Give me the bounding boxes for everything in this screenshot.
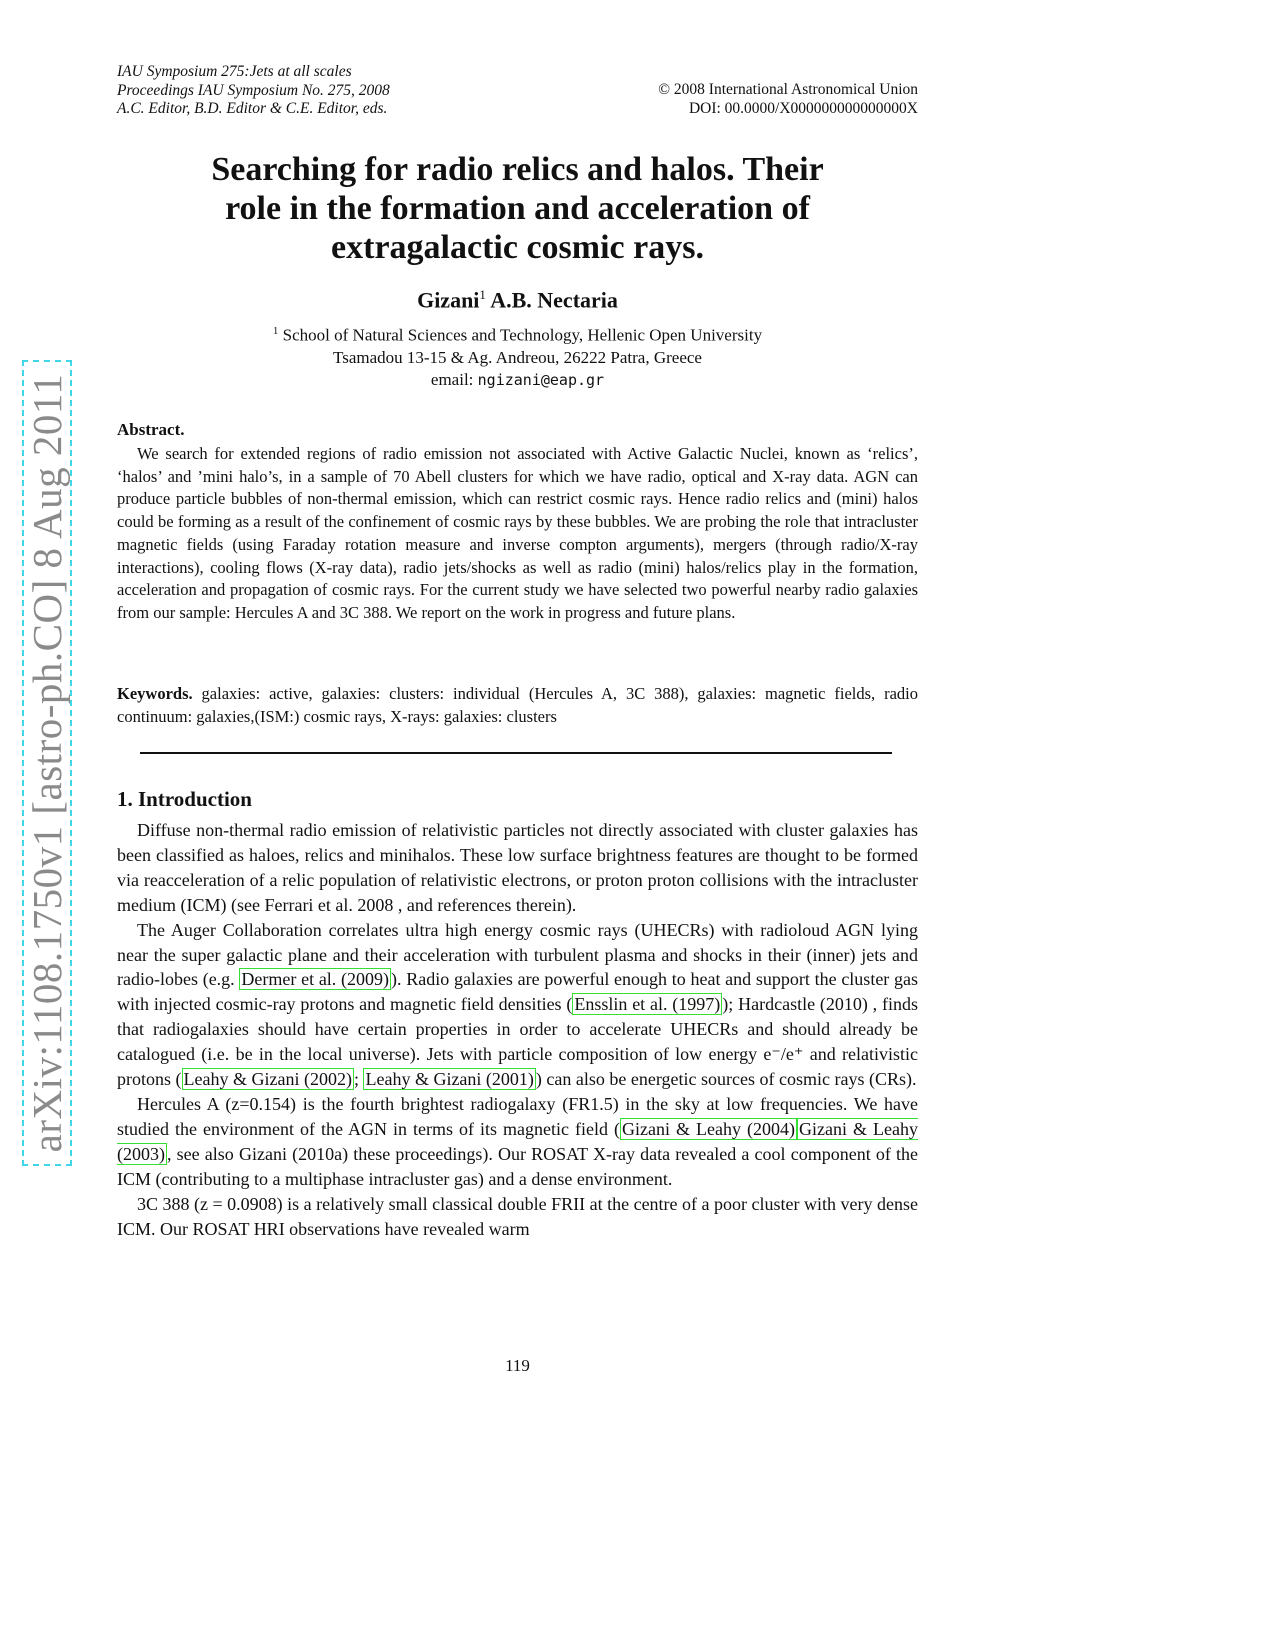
paragraph-text: ; [353,1069,359,1090]
paragraph: 3C 388 (z = 0.0908) is a relatively small classical double FRII at the centre of a poor cluster with very dense ICM. Our ROSAT HRI observations have revealed warm [117,1193,918,1239]
page-number: 119 [505,1356,530,1375]
copyright-line: © 2008 International Astronomical Union [658,81,918,98]
keywords [117,683,918,728]
citation-link[interactable]: Leahy & Gizani (2001) [365,1069,534,1090]
citation-link[interactable]: Leahy & Gizani (2002) [183,1069,352,1090]
arxiv-stamp[interactable]: arXiv:1108.1750v1 [astro-ph.CO] 8 Aug 2011 [24,373,70,1153]
author-name: Gizani [417,287,480,313]
address-line: Tsamadou 13-15 & Ag. Andreou, 26222 Patra, Greece [333,347,702,367]
paragraph: Diffuse non-thermal radio emission of relativistic particles not directly associated with cluster galaxies has been classified as haloes, relics and minihalos. These low surface brightness features are thought to be formed via reacceleration of a relic population of relativistic electrons, or proton proton collisions with the intracluster medium (ICM) (see Ferrari et al. 2008 , and references therein). [117,820,918,915]
paragraph-text: Hercules A (z=0.154) is the fourth brightest radiogalaxy (FR1.5) in the sky at low frequencies. We have studied the environment of the AGN in terms of its magnetic field ( [117,1093,918,1139]
header-line: Proceedings IAU Symposium No. 275, 2008 [117,81,390,99]
affiliation-marker: 1 [272,325,279,337]
title-line: role in the formation and acceleration of [225,190,810,227]
section-heading: 1. Introduction [117,787,252,811]
paragraph-text: ). Radio galaxies are powerful enough to heat and support the cluster gas with injected cosmic-ray protons and magnetic field densities ( [117,969,919,1015]
abstract-heading: Abstract. [117,420,185,439]
doi-line: DOI: 00.0000/X000000000000000X [688,99,918,117]
paragraph-text: The Auger Collaboration correlates ultra high energy cosmic rays (UHECRs) with radioloud AGN lying near the super galactic plane and their acceleration with turbulent plasma and shocks in their (inner) jets and radio-lobes (e.g. [117,919,918,990]
keywords-label: Keywords. [117,684,193,703]
paragraph-text: , see also Gizani (2010a) these proceedings). Our ROSAT X-ray data revealed a cool component of the ICM (contributing to a multiphase intracluster gas) and a dense environment. [117,1143,918,1189]
abstract-text: We search for extended regions of radio emission not associated with Active Galactic Nuclei, known as ‘relics’, ‘halos’ and ’mini halo’s, in a sample of 70 Abell clusters for which we have radio, optical and X-ray data. AGN can produce particle bubbles of non-thermal emission, which can restrict cosmic rays. Hence radio relics and (mini) halos could be forming as a result of the confinement of cosmic rays by these bubbles. We are probing the role that intracluster magnetic fields (using Faraday rotation measure and inverse compton arguments), mergers (through radio/X-ray interactions), cooling flows (X-ray data), radio jets/shocks as well as radio (mini) halos/relics play in the formation, acceleration and propagation of cosmic rays. For the current study we have selected two powerful nearby radio galaxies from our sample: Hercules A and 3C 388. We report on the work in progress and future plans. [117,444,918,622]
paragraph [117,918,918,1092]
title-line: extragalactic cosmic rays. [331,229,704,266]
author-name: A.B. Nectaria [490,287,618,313]
paper-title [117,150,918,267]
citation-link[interactable]: Ensslin et al. (1997) [574,994,721,1015]
citation-link[interactable]: Dermer et al. (2009) [241,969,390,990]
header-line: A.C. Editor, B.D. Editor & C.E. Editor, eds. [117,100,388,117]
section-divider [140,752,892,754]
citation-link[interactable]: Gizani & Leahy (2003) [117,1118,918,1164]
paragraph [117,1092,918,1192]
header-line: IAU Symposium 275:Jets at all scales [117,63,352,80]
journal-header [117,63,390,119]
section-body [117,818,918,1241]
keywords-text: galaxies: active, galaxies: clusters: individual (Hercules A, 3C 388), galaxies: magnetic fields, radio continuum: galaxies,(ISM:) cosmic rays, X-rays: galaxies: clusters [117,684,918,726]
affiliation-line: School of Natural Sciences and Technology, Hellenic Open University [282,325,763,345]
email-label: email: [430,369,474,389]
citation-link[interactable]: Gizani & Leahy (2004) [622,1118,795,1139]
affiliation [117,320,918,391]
email-link[interactable]: ngizani@eap.gr [477,370,605,389]
paragraph-text: ); Hardcastle (2010) , finds that radiogalaxies should have certain properties in order to accelerate UHECRs and should already be catalogued (i.e. be in the local universe). Jets with particle composition of low energy e⁻/e⁺ and relativistic protons ( [117,994,918,1090]
title-line: Searching for radio relics and halos. Their [211,151,824,188]
copyright-header [658,81,918,118]
author-list [117,287,918,313]
paragraph-text: ) can also be energetic sources of cosmic rays (CRs). [535,1069,917,1090]
affiliation-marker: 1 [479,287,486,302]
